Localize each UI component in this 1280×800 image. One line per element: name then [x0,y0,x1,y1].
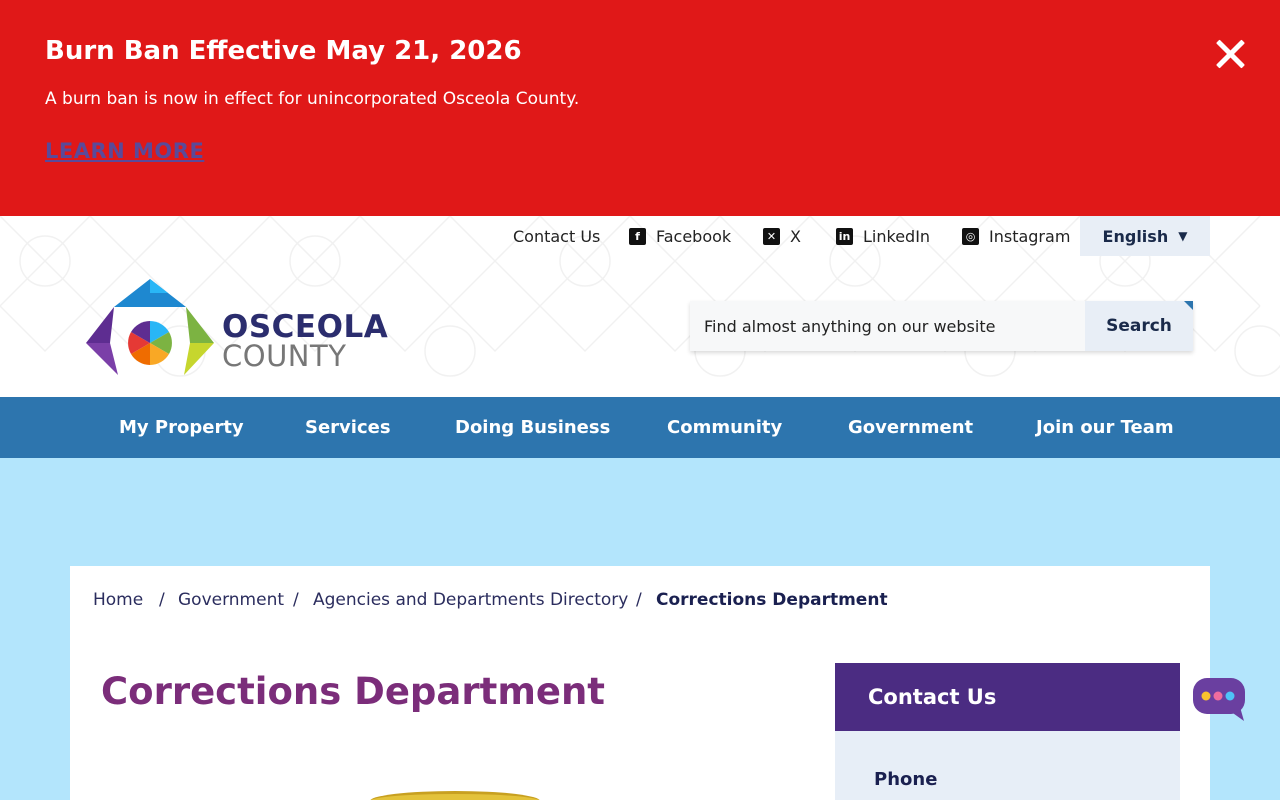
instagram-link[interactable] [962,216,1070,256]
instagram-label: Instagram [989,226,1071,246]
county-logo[interactable] [86,279,396,377]
contact-us-link[interactable] [513,216,600,256]
language-select[interactable] [1080,216,1210,256]
contact-heading: Contact Us [835,663,1180,731]
nav-item-doing-business[interactable]: Doing Business [455,417,611,438]
linkedin-link[interactable] [836,216,930,256]
facebook-label: Facebook [656,226,732,246]
alert-text: A burn ban is now in effect for unincorporated Osceola County. [45,89,580,109]
x-label: X [790,226,801,246]
breadcrumb-directory[interactable]: Agencies and Departments Directory [313,590,629,610]
contact-panel [835,731,1180,800]
linkedin-label: LinkedIn [863,226,931,246]
nav-item-my-property[interactable]: My Property [119,417,244,438]
breadcrumb-separator: / [636,590,642,610]
x-link[interactable] [763,216,801,256]
search-button[interactable]: Search [1085,301,1193,351]
breadcrumb-separator: / [159,590,165,610]
main-nav [0,397,1280,458]
chevron-down-icon: ▼ [1178,229,1188,243]
instagram-icon: ◎ [962,228,979,245]
linkedin-icon: in [836,228,853,245]
site-header [0,216,1280,397]
contact-phone-label: Phone [874,769,938,790]
alert-title: Burn Ban Effective May 21, 2026 [45,36,522,66]
contact-us-label: Contact Us [513,226,601,246]
breadcrumb-home[interactable]: Home [93,590,144,610]
chat-button[interactable] [1192,677,1248,723]
search-box [690,301,1193,351]
breadcrumb-separator: / [293,590,299,610]
nav-item-community[interactable]: Community [667,417,783,438]
nav-item-services[interactable]: Services [305,417,391,438]
breadcrumb-current: Corrections Department [656,590,888,610]
search-corner-accent [1184,301,1193,310]
learn-more-link[interactable]: LEARN MORE [45,139,205,163]
logo-text-county: COUNTY [222,339,347,373]
chat-bubble-icon [1192,677,1248,723]
search-input[interactable] [690,301,1085,351]
page-title: Corrections Department [101,670,605,713]
logo-mark-icon [86,279,216,377]
alert-banner [0,0,1280,216]
nav-item-join-our-team[interactable]: Join our Team [1036,417,1174,438]
facebook-icon: f [629,228,646,245]
facebook-link[interactable] [629,216,731,256]
breadcrumb-government[interactable]: Government [178,590,285,610]
content-card [70,566,1210,800]
language-label: English [1102,226,1169,246]
nav-item-government[interactable]: Government [848,417,974,438]
close-icon[interactable] [1212,36,1248,72]
department-badge-image [370,791,540,800]
logo-text-osceola: OSCEOLA [222,309,389,345]
x-icon: ✕ [763,228,780,245]
